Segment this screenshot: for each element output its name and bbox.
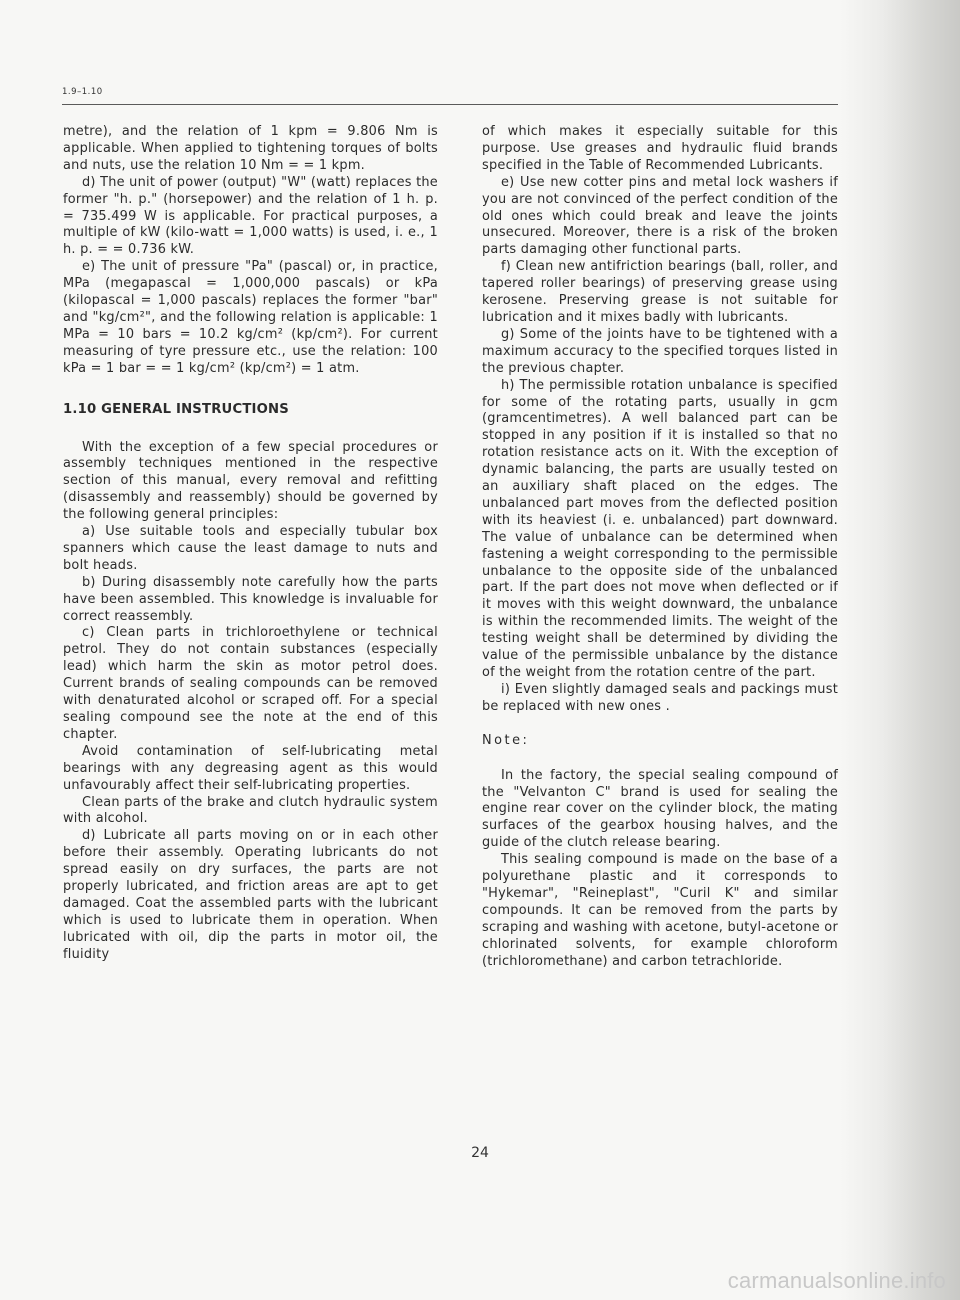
right-column [482,124,838,971]
instruction-c: c) Clean parts in trichloroethylene or technical petrol. They do not contain substances (especially lead) which harm the skin as motor petrol does. Current brands of sealing compounds can be removed with denaturated alcohol or scraped off. For a special sealing compound see the note at the end of this chapter. [63,625,438,742]
instruction-e: e) Use new cotter pins and metal lock washers if you are not convinced of the perfect condition of the old ones which could break and leave the joints unsecured. Moreover, there is a risk of the broken parts damaging other functional parts. [482,174,838,258]
left-column [63,124,438,964]
instructions-intro: With the exception of a few special procedures or assembly techniques mentioned in the respective section of this manual, every removal and refitting (disassembly and reassembly) should be governed by the following general principles: [63,439,438,523]
note-paragraph-compound: This sealing compound is made on the base of a polyurethane plastic and it corresponds to "Hykemar", "Reineplast", "Curil K" and similar compounds. It can be removed from the parts by scraping and washing with acetone, butyl-acetone or chlorinated solvents, for example chloroform (trichloromethane) and carbon tetrachloride. [482,852,838,969]
instruction-c-hydraulic: Clean parts of the brake and clutch hydraulic system with alcohol. [63,794,438,827]
page-edge-shadow [840,0,960,1300]
instruction-h: h) The permissible rotation unbalance is specified for some of the rotating parts, usually in gcm (gramcentimetres). A well balanced part can be stopped in any position if it is installed so that no rotation resistance acts on it. With the exception of dynamic balancing, the parts are usually tested on an auxiliary shaft placed on the edges. The unbalanced part moves from the deflected position with its heaviest (i. e. unbalanced) part downward. The value of unbalance can be determined when fastening a weight corresponding to the permissible unbalance to the opposite side of the unbalanced part. If the part does not move when deflected or if it moves with this weight downward, the unbalance is within the recommended limits. The weight of the testing weight shall be determined by dividing the value of the permissible unbalance by the distance of the weight from the rotation centre of the part. [482,377,838,680]
instruction-a: a) Use suitable tools and especially tubular box spanners which cause the least damage to nuts and bolt heads. [63,524,438,573]
note-heading: Note: [482,732,530,748]
instruction-g: g) Some of the joints have to be tightened with a maximum accuracy to the specified torques listed in the previous chapter. [482,326,838,376]
section-heading: 1.10 GENERAL INSTRUCTIONS [63,401,289,417]
paragraph-units-torque: metre), and the relation of 1 kpm = 9.806 Nm is applicable. When applied to tightening torques of bolts and nuts, use the relation 10 Nm = = 1 kpm. [63,124,438,173]
instruction-i: i) Even slightly damaged seals and packings must be replaced with new ones . [482,681,838,714]
paragraph-units-pressure: e) The unit of pressure "Pa" (pascal) or, in practice, MPa (megapascal = 1,000,000 pascals) or kPa (kilopascal = 1,000 pascals) replaces the former "bar" and "kg/cm²", and the following relation is applicable: 1 MPa = 10 bars = 10.2 kg/cm² (kp/cm²). For current measuring of tyre pressure etc., use the relation: 100 kPa = 1 bar = = 1 kg/cm² (kp/cm²) = 1 atm. [63,259,438,376]
paragraph-continued: of which makes it especially suitable for this purpose. Use greases and hydraulic fluid brands specified in the Table of Recommended Lubricants. [482,124,838,173]
paragraph-units-power: d) The unit of power (output) "W" (watt) replaces the former "h. p." (horsepower) and the relation of 1 h. p. = 735.499 W is applicable. For practical purposes, a multiple of kW (kilo-watt = 1,000 watts) is used, i. e., 1 h. p. = = 0.736 kW. [63,174,438,258]
note-paragraph-factory: In the factory, the special sealing compound of the "Velvanton C" brand is used for sealing the engine rear cover on the cylinder block, the mating surfaces of the gearbox housing halves, and the guide of the clutch release bearing. [482,767,838,851]
page-number: 24 [471,1145,489,1161]
section-code: 1.9–1.10 [62,87,103,97]
instruction-b: b) During disassembly note carefully how the parts have been assembled. This knowledge is invaluable for correct reassembly. [63,574,438,624]
instruction-d: d) Lubricate all parts moving on or in each other before their assembly. Operating lubricants do not spread easily on dry surfaces, the parts are not properly lubricated, and friction areas are apt to get damaged. Coat the assembled parts with the lubricant which is used to lubricate them in operation. When lubricated with oil, dip the parts in motor oil, the fluidity [63,828,438,962]
instruction-f: f) Clean new antifriction bearings (ball, roller, and tapered roller bearings) of preserving grease using kerosene. Preserving grease is not suitable for lubrication and it mixes badly with lubricants. [482,259,838,325]
instruction-c-bearings: Avoid contamination of self-lubricating metal bearings with any degreasing agent as this would unfavourably affect their self-lubricating properties. [63,743,438,793]
header-rule [62,104,838,105]
watermark: carmanualsonline.info [727,1268,946,1293]
